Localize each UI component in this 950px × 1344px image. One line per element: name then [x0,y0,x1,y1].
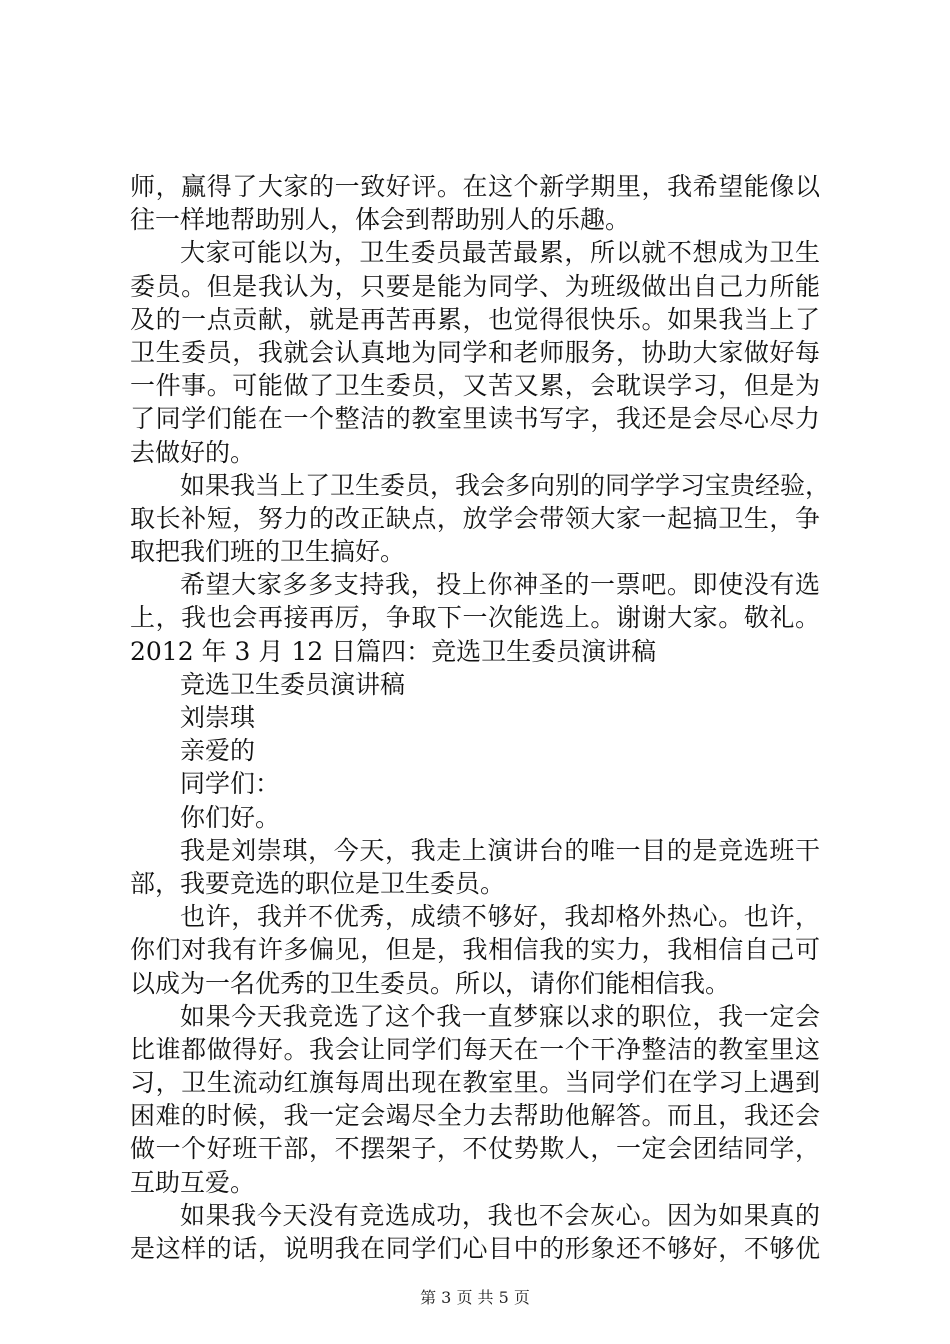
text-line: 同学们： [180,769,281,799]
text-line: 及的一点贡献，就是再苦再累，也觉得很快乐。如果我当上了 [130,304,820,334]
text-line: 互助互爱。 [130,1167,256,1197]
text-line: 去做好的。 [130,437,256,467]
text-line: 师，赢得了大家的一致好评。在这个新学期里，我希望能像以 [130,172,820,201]
text-line: 是这样的话，说明我在同学们心目中的形象还不够好，不够优 [130,1234,820,1263]
text-line: 做一个好班干部，不摆架子，不仗势欺人，一定会团结同学， [130,1134,820,1164]
text-line: 如果我当上了卫生委员，我会多向别的同学学习宝贵经验， [180,470,831,500]
text-line: 一件事。可能做了卫生委员，又苦又累，会耽误学习，但是为 [130,371,820,401]
text-line: 部，我要竞选的职位是卫生委员。 [130,868,506,898]
text-line: 往一样地帮助别人，体会到帮助别人的乐趣。 [130,205,631,235]
text-line: 希望大家多多支持我，投上你神圣的一票吧。即使没有选 [180,570,820,600]
text-line: 取把我们班的卫生搞好。 [130,537,406,567]
text-line: 取长补短，努力的改正缺点，放学会带领大家一起搞卫生，争 [130,503,820,533]
text-line: 上，我也会再接再厉，争取下一次能选上。谢谢大家。敬礼。 [130,603,820,633]
text-line: 习，卫生流动红旗每周出现在教室里。当同学们在学习上遇到 [130,1068,820,1098]
text-line: 委员。但是我认为，只要是能为同学、为班级做出自己力所能 [130,271,820,301]
text-line: 亲爱的 [180,736,256,766]
text-line: 如果今天我竞选了这个我一直梦寐以求的职位，我一定会 [180,1001,820,1031]
text-line: 2012 年 3 月 12 日篇四：竞选卫生委员演讲稿 [130,636,657,666]
document-body [130,170,831,1265]
text-line: 我是刘崇琪，今天，我走上演讲台的唯一目的是竞选班干 [180,835,820,865]
text-line: 竞选卫生委员演讲稿 [180,669,406,699]
text-line: 比谁都做得好。我会让同学们每天在一个干净整洁的教室里这 [130,1034,820,1064]
text-line: 卫生委员，我就会认真地为同学和老师服务，协助大家做好每 [130,337,820,367]
page-footer [0,1288,950,1308]
text-line: 大家可能以为，卫生委员最苦最累，所以就不想成为卫生 [180,238,820,268]
text-line: 以成为一名优秀的卫生委员。所以，请你们能相信我。 [130,968,731,998]
text-line: 你们对我有许多偏见，但是，我相信我的实力，我相信自己可 [130,935,820,965]
text-line: 也许，我并不优秀，成绩不够好，我却格外热心。也许， [180,902,820,932]
text-line: 了同学们能在一个整洁的教室里读书写字，我还是会尽心尽力 [130,404,820,434]
text-line: 困难的时候，我一定会竭尽全力去帮助他解答。而且，我还会 [130,1101,820,1131]
page-number: 第 3 页 共 5 页 [420,1288,530,1307]
text-line: 你们好。 [180,802,281,832]
text-line: 刘崇琪 [180,703,256,732]
text-line: 如果我今天没有竞选成功，我也不会灰心。因为如果真的 [180,1200,820,1230]
